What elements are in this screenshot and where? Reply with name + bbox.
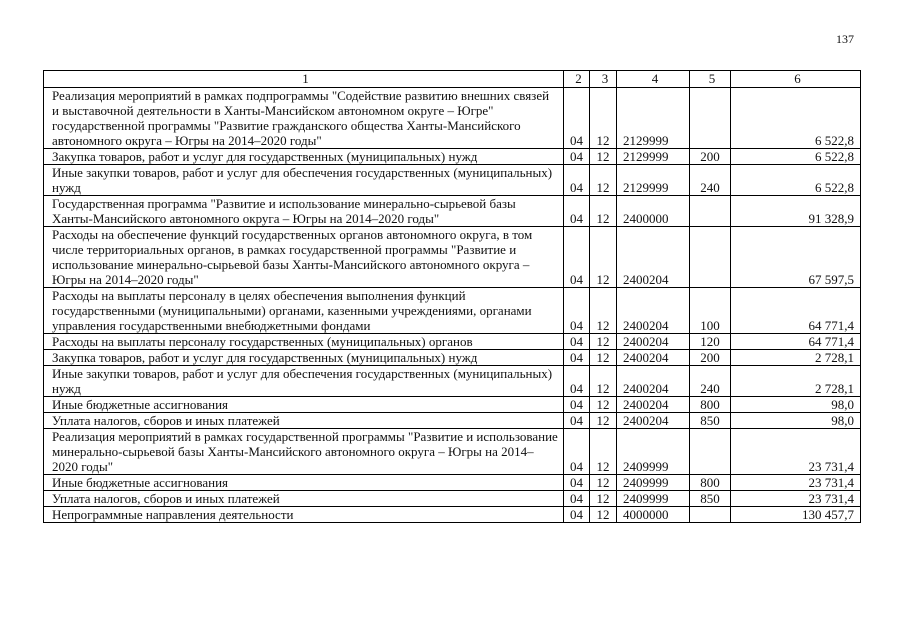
table-row: [44, 429, 861, 475]
row-section: 04: [564, 165, 590, 196]
row-amount: 6 522,8: [731, 88, 861, 149]
row-target-article: 2400204: [617, 227, 690, 288]
row-subsection: 12: [590, 165, 617, 196]
row-expense-type: 800: [690, 475, 731, 491]
row-target-article: 2400204: [617, 413, 690, 429]
row-subsection: 12: [590, 288, 617, 334]
row-name: Государственная программа "Развитие и использование минерально-сырьевой базы Ханты-Мансийского автономного округа – Югры на 2014–2020 годы": [44, 196, 564, 227]
row-expense-type: 240: [690, 165, 731, 196]
row-subsection: 12: [590, 88, 617, 149]
row-amount: 23 731,4: [731, 491, 861, 507]
header-row: [44, 71, 861, 88]
table-header: [44, 71, 861, 88]
row-section: 04: [564, 397, 590, 413]
row-name: Расходы на выплаты персоналу в целях обеспечения выполнения функций государственными (муниципальными) органами, казенными учреждениями, органами управления государственными внебюджетными фондами: [44, 288, 564, 334]
row-expense-type: [690, 507, 731, 523]
row-subsection: 12: [590, 397, 617, 413]
row-name: Иные закупки товаров, работ и услуг для обеспечения государственных (муниципальных) нужд: [44, 165, 564, 196]
budget-table: [43, 70, 861, 523]
row-name: Иные бюджетные ассигнования: [44, 397, 564, 413]
row-section: 04: [564, 149, 590, 165]
table-row: [44, 413, 861, 429]
row-expense-type: 850: [690, 491, 731, 507]
table-row: [44, 227, 861, 288]
row-amount: 2 728,1: [731, 366, 861, 397]
row-amount: 130 457,7: [731, 507, 861, 523]
row-amount: 91 328,9: [731, 196, 861, 227]
row-section: 04: [564, 88, 590, 149]
table-row: [44, 196, 861, 227]
row-expense-type: 100: [690, 288, 731, 334]
row-name: Уплата налогов, сборов и иных платежей: [44, 491, 564, 507]
row-subsection: 12: [590, 350, 617, 366]
row-subsection: 12: [590, 149, 617, 165]
row-target-article: 2409999: [617, 429, 690, 475]
row-amount: 6 522,8: [731, 165, 861, 196]
row-expense-type: 120: [690, 334, 731, 350]
row-amount: 23 731,4: [731, 475, 861, 491]
row-target-article: 2400204: [617, 397, 690, 413]
table-row: [44, 491, 861, 507]
row-expense-type: 240: [690, 366, 731, 397]
row-section: 04: [564, 350, 590, 366]
header-col-target-article: 4: [617, 71, 690, 88]
header-col-subsection: 3: [590, 71, 617, 88]
table-row: [44, 397, 861, 413]
row-amount: 98,0: [731, 413, 861, 429]
row-subsection: 12: [590, 491, 617, 507]
table-row: [44, 507, 861, 523]
row-expense-type: [690, 88, 731, 149]
row-target-article: 2400204: [617, 350, 690, 366]
row-amount: 6 522,8: [731, 149, 861, 165]
header-col-expense-type: 5: [690, 71, 731, 88]
row-subsection: 12: [590, 227, 617, 288]
row-name: Реализация мероприятий в рамках государственной программы "Развитие и использование минерально-сырьевой базы Ханты-Мансийского автономного округа – Югры на 2014–2020 годы": [44, 429, 564, 475]
row-expense-type: [690, 227, 731, 288]
table-row: [44, 165, 861, 196]
row-target-article: 4000000: [617, 507, 690, 523]
row-amount: 2 728,1: [731, 350, 861, 366]
table-row: [44, 149, 861, 165]
row-target-article: 2400204: [617, 334, 690, 350]
row-section: 04: [564, 366, 590, 397]
row-section: 04: [564, 429, 590, 475]
header-col-amount: 6: [731, 71, 861, 88]
row-expense-type: 800: [690, 397, 731, 413]
row-section: 04: [564, 413, 590, 429]
row-name: Расходы на обеспечение функций государственных органов автономного округа, в том числе территориальных органов, в рамках государственной программы "Развитие и использование минерально-сырьевой базы Ханты-Мансийского автономного округа – Югры на 2014–2020 годы": [44, 227, 564, 288]
row-target-article: 2409999: [617, 491, 690, 507]
table-row: [44, 334, 861, 350]
row-subsection: 12: [590, 475, 617, 491]
row-amount: 67 597,5: [731, 227, 861, 288]
row-subsection: 12: [590, 507, 617, 523]
row-name: Уплата налогов, сборов и иных платежей: [44, 413, 564, 429]
header-col-name: 1: [44, 71, 564, 88]
row-name: Иные закупки товаров, работ и услуг для обеспечения государственных (муниципальных) нужд: [44, 366, 564, 397]
row-amount: 64 771,4: [731, 288, 861, 334]
page-number: 137: [836, 32, 854, 46]
header-col-section: 2: [564, 71, 590, 88]
row-name: Закупка товаров, работ и услуг для государственных (муниципальных) нужд: [44, 149, 564, 165]
row-target-article: 2409999: [617, 475, 690, 491]
row-subsection: 12: [590, 334, 617, 350]
table-row: [44, 350, 861, 366]
row-name: Расходы на выплаты персоналу государственных (муниципальных) органов: [44, 334, 564, 350]
row-name: Иные бюджетные ассигнования: [44, 475, 564, 491]
row-section: 04: [564, 196, 590, 227]
row-subsection: 12: [590, 413, 617, 429]
table-row: [44, 366, 861, 397]
row-subsection: 12: [590, 429, 617, 475]
row-expense-type: 850: [690, 413, 731, 429]
row-section: 04: [564, 334, 590, 350]
row-target-article: 2129999: [617, 165, 690, 196]
row-expense-type: 200: [690, 350, 731, 366]
row-expense-type: 200: [690, 149, 731, 165]
row-subsection: 12: [590, 196, 617, 227]
row-name: Закупка товаров, работ и услуг для государственных (муниципальных) нужд: [44, 350, 564, 366]
row-expense-type: [690, 196, 731, 227]
row-target-article: 2400000: [617, 196, 690, 227]
row-expense-type: [690, 429, 731, 475]
row-name: Реализация мероприятий в рамках подпрограммы "Содействие развитию внешних связей и выставочной деятельности в Ханты-Мансийском автономном округе – Югре" государственной программы "Развитие гражданского общества Ханты-Мансийского автономного округа – Югры на 2014–2020 годы": [44, 88, 564, 149]
row-section: 04: [564, 288, 590, 334]
table-row: [44, 288, 861, 334]
table-row: [44, 475, 861, 491]
row-target-article: 2129999: [617, 149, 690, 165]
row-amount: 23 731,4: [731, 429, 861, 475]
row-amount: 64 771,4: [731, 334, 861, 350]
table-row: [44, 88, 861, 149]
row-amount: 98,0: [731, 397, 861, 413]
row-target-article: 2400204: [617, 366, 690, 397]
row-name: Непрограммные направления деятельности: [44, 507, 564, 523]
row-section: 04: [564, 475, 590, 491]
row-section: 04: [564, 507, 590, 523]
row-target-article: 2129999: [617, 88, 690, 149]
table-body: [44, 88, 861, 523]
row-target-article: 2400204: [617, 288, 690, 334]
row-section: 04: [564, 227, 590, 288]
row-subsection: 12: [590, 366, 617, 397]
row-section: 04: [564, 491, 590, 507]
